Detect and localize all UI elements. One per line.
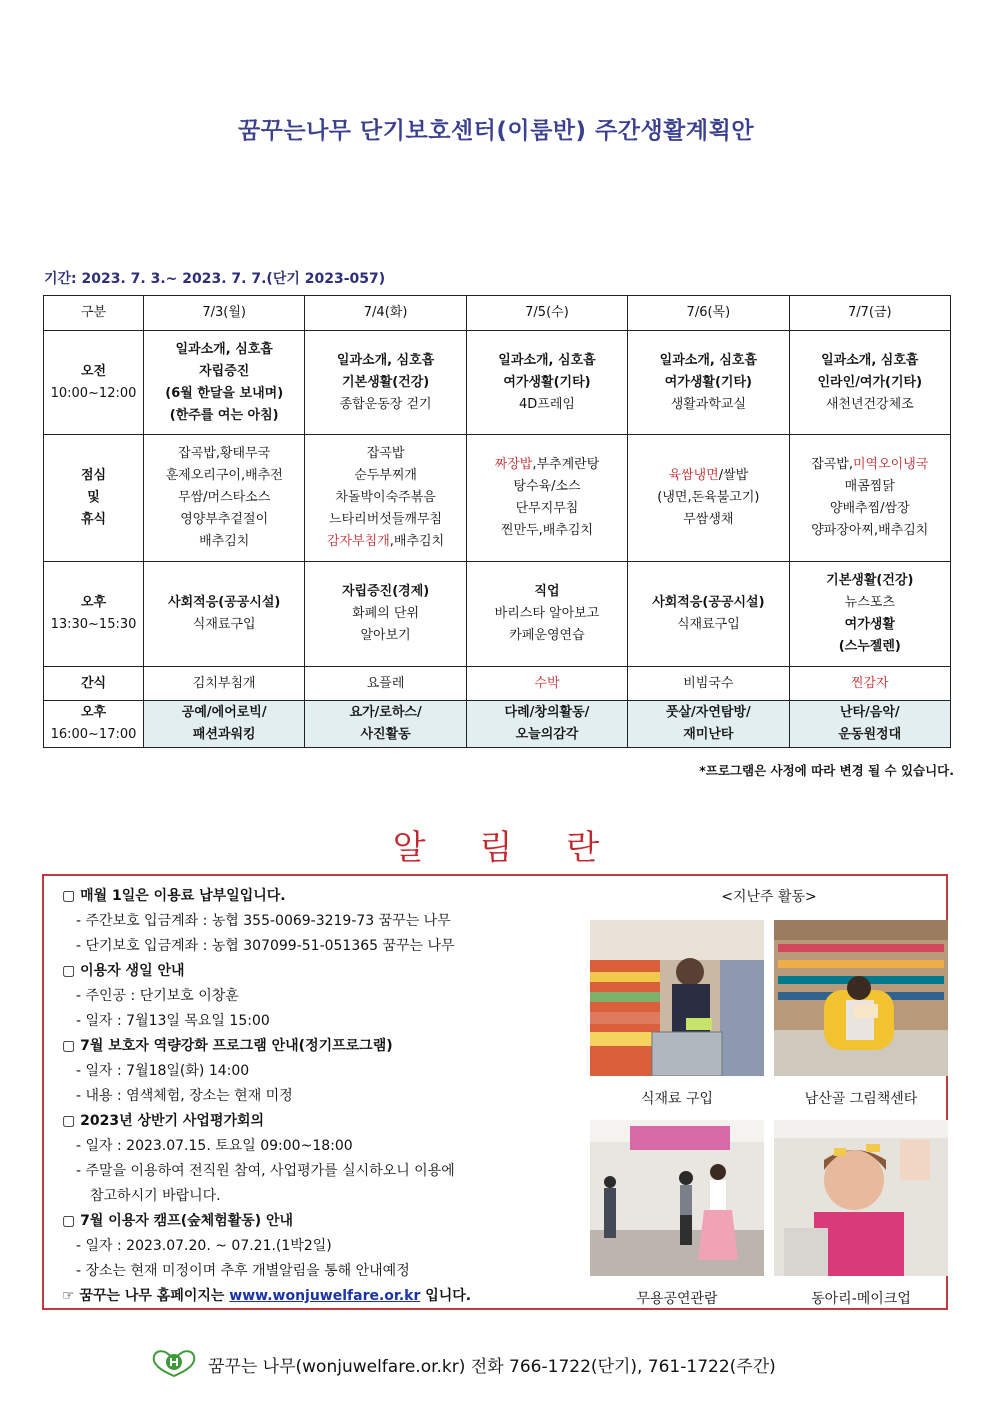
notice-detail: - 단기보호 입금계좌 : 농협 307099-51-051365 꿈꾸는 나무 — [76, 938, 455, 954]
notice-item: ▢ 7월 이용자 캠프(숲체험활동) 안내 — [62, 1213, 294, 1229]
caption-makeup: 동아리-메이크업 — [811, 1291, 911, 1307]
pm2-cell: 다례/창의활동/ 오늘의감각 — [466, 701, 627, 748]
table-row-snack — [44, 667, 951, 701]
table-row-pm — [44, 562, 951, 667]
am-cell: 일과소개, 심호흡 기본생활(건강) 종합운동장 걷기 — [305, 331, 466, 435]
pm2-cell: 풋살/자연탐방/ 재미난타 — [628, 701, 789, 748]
pm-cell: 직업 바리스타 알아보고 카페운영연습 — [466, 562, 627, 667]
bookcenter-photo-image — [774, 920, 948, 1076]
lunch-cell: 육쌈냉면/쌀밥 (냉면,돈육불고기) 무쌈생채 — [628, 435, 789, 562]
pm2-cell: 공예/에어로빅/ 패션과워킹 — [144, 701, 305, 748]
am-cell: 일과소개, 심호흡 여가생활(기타) 4D프레임 — [466, 331, 627, 435]
header-cell: 7/4(화) — [305, 296, 466, 331]
header-cell: 7/3(월) — [144, 296, 305, 331]
pm-cell: 자립증진(경제) 화폐의 단위 알아보기 — [305, 562, 466, 667]
notice-item: ▢ 매월 1일은 이용료 납부일입니다. — [62, 888, 286, 904]
caption-bookcenter: 남산골 그림책센타 — [804, 1091, 918, 1107]
caption-grocery: 식재료 구입 — [640, 1091, 714, 1107]
row-label: 간식 — [44, 667, 144, 701]
makeup-photo-image — [774, 1120, 948, 1276]
notice-detail: - 내용 : 염색체험, 장소는 현재 미정 — [76, 1088, 293, 1104]
footer — [150, 1348, 850, 1378]
notice-detail: - 일자 : 7월18일(화) 14:00 — [76, 1063, 250, 1079]
caption-dance: 무용공연관람 — [636, 1291, 718, 1307]
notice-detail: - 주인공 : 단기보호 이창훈 — [76, 988, 239, 1004]
header-cell: 7/6(목) — [628, 296, 789, 331]
snack-cell: 김치부침개 — [144, 667, 305, 701]
table-header-row — [44, 296, 951, 331]
row-label: 오후 13:30~15:30 — [44, 562, 144, 667]
am-cell: 일과소개, 심호흡 자립증진 (6월 한달을 보내며) (한주를 여는 아침) — [144, 331, 305, 435]
notice-detail: 참고하시기 바랍니다. — [90, 1188, 221, 1204]
lunch-cell: 잡곡밥 순두부찌개 차돌박이숙주볶음 느타리버섯들깨무침 감자부침개,배추김치 — [305, 435, 466, 562]
lunch-cell: 잡곡밥,미역오이냉국 매콤찜닭 양배추찜/쌈장 양파장아찌,배추김치 — [789, 435, 950, 562]
photo-grocery — [590, 920, 764, 1076]
header-cell: 구분 — [44, 296, 144, 331]
activities-title: <지난주 활동> — [721, 889, 817, 905]
grocery-photo-image — [590, 920, 764, 1076]
snack-cell: 수박 — [466, 667, 627, 701]
table-row-am — [44, 331, 951, 435]
notice-detail: - 일자 : 2023.07.20. ~ 07.21.(1박2일) — [76, 1238, 332, 1254]
lunch-cell: 잡곡밥,황태무국 훈제오리구이,배추전 무쌈/머스타소스 영양부추겉절이 배추김치 — [144, 435, 305, 562]
am-cell: 일과소개, 심호흡 여가생활(기타) 생활과학교실 — [628, 331, 789, 435]
header-cell: 7/5(수) — [466, 296, 627, 331]
weekly-schedule-table — [43, 295, 951, 748]
table-row-pm2 — [44, 701, 951, 748]
row-label: 점심 및 휴식 — [44, 435, 144, 562]
notice-heading: 알림란 — [392, 828, 654, 868]
homepage-line: ☞ 꿈꾸는 나무 홈페이지는 www.wonjuwelfare.or.kr 입니다. — [62, 1288, 472, 1304]
pm2-cell: 난타/음악/ 운동원정대 — [789, 701, 950, 748]
notice-detail: - 주말을 이용하여 전직원 참여, 사업평가를 실시하오니 이용에 — [76, 1163, 455, 1179]
lunch-cell: 짜장밥,부추계란탕 탕수육/소스 단무지무침 찐만두,배추김치 — [466, 435, 627, 562]
pm-cell: 사회적응(공공시설) 식재료구입 — [628, 562, 789, 667]
photo-makeup — [774, 1120, 948, 1276]
notice-list — [62, 884, 582, 1309]
am-cell: 일과소개, 심호흡 인라인/여가(기타) 새천년건강체조 — [789, 331, 950, 435]
dance-photo-image — [590, 1120, 764, 1276]
footer-contact: 꿈꾸는 나무(wonjuwelfare.or.kr) 전화 766-1722(단기), 761-1722(주간) — [208, 1357, 776, 1377]
homepage-link[interactable]: www.wonjuwelfare.or.kr — [229, 1288, 421, 1304]
row-label: 오후 16:00~17:00 — [44, 701, 144, 748]
row-label: 오전 10:00~12:00 — [44, 331, 144, 435]
page-title: 꿈꾸는나무 단기보호센터(이룸반) 주간생활계획안 — [237, 118, 755, 144]
photo-bookcenter — [774, 920, 948, 1076]
notice-item: ▢ 7월 보호자 역량강화 프로그램 안내(정기프로그램) — [62, 1038, 393, 1054]
table-row-lunch — [44, 435, 951, 562]
notice-detail: - 일자 : 2023.07.15. 토요일 09:00~18:00 — [76, 1138, 353, 1154]
snack-cell: 비빔국수 — [628, 667, 789, 701]
header-cell: 7/7(금) — [789, 296, 950, 331]
notice-detail: - 장소는 현재 미정이며 추후 개별알림을 통해 안내예정 — [76, 1263, 410, 1279]
period-text: 기간: 2023. 7. 3.~ 2023. 7. 7.(단기 2023-057) — [44, 271, 386, 287]
snack-cell: 요플레 — [305, 667, 466, 701]
pm-cell: 사회적응(공공시설) 식재료구입 — [144, 562, 305, 667]
schedule-note: *프로그램은 사정에 따라 변경 될 수 있습니다. — [699, 763, 954, 778]
tree-logo-icon — [150, 1348, 198, 1378]
pm-cell: 기본생활(건강) 뉴스포츠 여가생활 (스누젤렌) — [789, 562, 950, 667]
snack-cell: 찐감자 — [789, 667, 950, 701]
notice-item: ▢ 2023년 상반기 사업평가회의 — [62, 1113, 265, 1129]
notice-detail: - 일자 : 7월13일 목요일 15:00 — [76, 1013, 270, 1029]
notice-detail: - 주간보호 입금계좌 : 농협 355-0069-3219-73 꿈꾸는 나무 — [76, 913, 451, 929]
photo-dance — [590, 1120, 764, 1276]
pm2-cell: 요가/로하스/ 사진활동 — [305, 701, 466, 748]
notice-box — [42, 874, 948, 1310]
notice-item: ▢ 이용자 생일 안내 — [62, 963, 185, 979]
